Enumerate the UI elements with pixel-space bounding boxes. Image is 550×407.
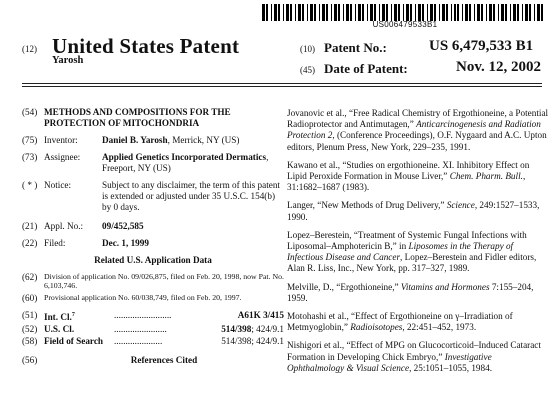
barcode	[262, 4, 546, 21]
code-10: (10)	[300, 44, 315, 54]
barcode-bar	[543, 4, 546, 21]
int-cl-value: A61K 3/415	[237, 310, 284, 320]
code-45: (45)	[300, 65, 315, 75]
provisional-text: Provisional application No. 60/038,749, filed on Feb. 20, 1997.	[44, 293, 242, 302]
code-12: (12)	[22, 44, 37, 54]
field-search: (58) Field of Search ..................... 514/398; 424/9.1	[22, 336, 284, 347]
reference-item: Melville, D., “Ergothioneine,” Vitamins and Hormones 7:155–204, 1959.	[287, 281, 534, 303]
reference-item: Jovanovic et al., “Free Radical Chemistry of Ergothioneine, a Potential Radioprotector and Antimutagen,” Anticarcinogenesis and Radiation Protection 2, (Conference Proceedings), O.F. Nygaard and A.C. Upton editors, Plenum Press, New York, 229–235, 1991.	[287, 108, 549, 152]
application-number: 09/452,585	[102, 221, 144, 231]
reference-item: Kawano et al., “Studies on ergothioneine. XI. Inhibitory Effect on Lipid Peroxide Formation in Mouse Liver,” Chem. Pharm. Bull., 31:1682–1687 (1983).	[287, 159, 530, 193]
invention-title: METHODS AND COMPOSITIONS FOR THE PROTECTION OF MITOCHONDRIA	[44, 107, 231, 128]
division-text: Division of application No. 09/026,875, filed on Feb. 20, 1998, now Pat. No. 6,103,746.	[44, 272, 284, 290]
field-provisional: (60) Provisional application No. 60/038,749, filed on Feb. 20, 1997.	[22, 293, 284, 304]
field-inventor: (75) Inventor: Daniel B. Yarosh, Merrick, NY (US)	[22, 135, 240, 145]
field-title: (54) METHODS AND COMPOSITIONS FOR THE PROTECTION OF MITOCHONDRIA	[22, 107, 284, 129]
field-notice: ( * ) Notice: Subject to any disclaimer, the term of this patent is extended or adjusted under 35 U.S.C. 154(b) by 0 days.	[22, 180, 284, 213]
header-rule	[22, 83, 542, 84]
field-appl-no: (21) Appl. No.: 09/452,585	[22, 221, 284, 232]
us-cl-value: 514/398	[221, 324, 252, 335]
filed-date: Dec. 1, 1999	[102, 238, 149, 248]
assignee-name: Applied Genetics Incorporated Dermatics	[102, 152, 267, 162]
inventor-name: Daniel B. Yarosh	[102, 135, 168, 145]
patent-number-label: Patent No.:	[324, 40, 387, 55]
notice-text: Subject to any disclaimer, the term of this patent is extended or adjusted under 35 U.S.C. 154(b) by 0 days.	[102, 180, 280, 212]
field-references: (56) References Cited	[22, 355, 284, 366]
date-of-patent-value: Nov. 12, 2002	[456, 59, 542, 75]
field-division: (62) Division of application No. 09/026,875, filed on Feb. 20, 1998, now Pat. No. 6,103,746.	[22, 272, 284, 290]
related-data-heading: Related U.S. Application Data	[94, 255, 212, 265]
date-of-patent-label: Date of Patent:	[324, 61, 408, 76]
reference-item: Motohashi et al., “Effect of Ergothioneine on γ–Irradiation of Metmyoglobin,” Radioisotopes, 22:451–452, 1973.	[287, 311, 513, 333]
references-column	[287, 108, 549, 381]
reference-item: Langer, “New Methods of Drug Delivery,” Science, 249:1527–1533, 1990.	[287, 200, 540, 222]
reference-item: Nishigori et al., “Effect of MPG on Glucocorticoid–Induced Cataract Formation in Developing Chick Embryo,” Investigative Ophthalmology & Visual Science, 25:1051–1055, 1984.	[287, 340, 541, 373]
reference-item: Lopez–Berestein, “Treatment of Systemic Fungal Infections with Liposomal–Amphotericin B,” in Liposomes in the Therapy of Infectious Disease and Cancer, Lopez–Berestein and Fidler editors, Alan R. Liss, Inc., New York, pp. 317–327, 1989.	[287, 229, 537, 274]
bibliographic-column	[22, 107, 284, 372]
field-us-cl: (52) U.S. Cl. ....................... 514/398; 424/9.1	[22, 324, 284, 335]
header-rule-2	[22, 86, 542, 87]
document-title: United States Patent	[52, 34, 240, 58]
field-assignee: (73) Assignee: Applied Genetics Incorporated Dermatics, Freeport, NY (US)	[22, 152, 269, 173]
patent-number-value: US 6,479,533 B1	[429, 38, 534, 54]
references-heading: References Cited	[130, 355, 198, 366]
barcode-number: US006479533B1	[372, 20, 438, 29]
field-int-cl: (51) Int. Cl.$^7$ ......................... A61K 3/415	[22, 310, 284, 323]
inventor-surname: Yarosh	[52, 55, 84, 66]
field-filed: (22) Filed: Dec. 1, 1999	[22, 238, 284, 249]
search-value: 514/398; 424/9.1	[221, 336, 284, 347]
